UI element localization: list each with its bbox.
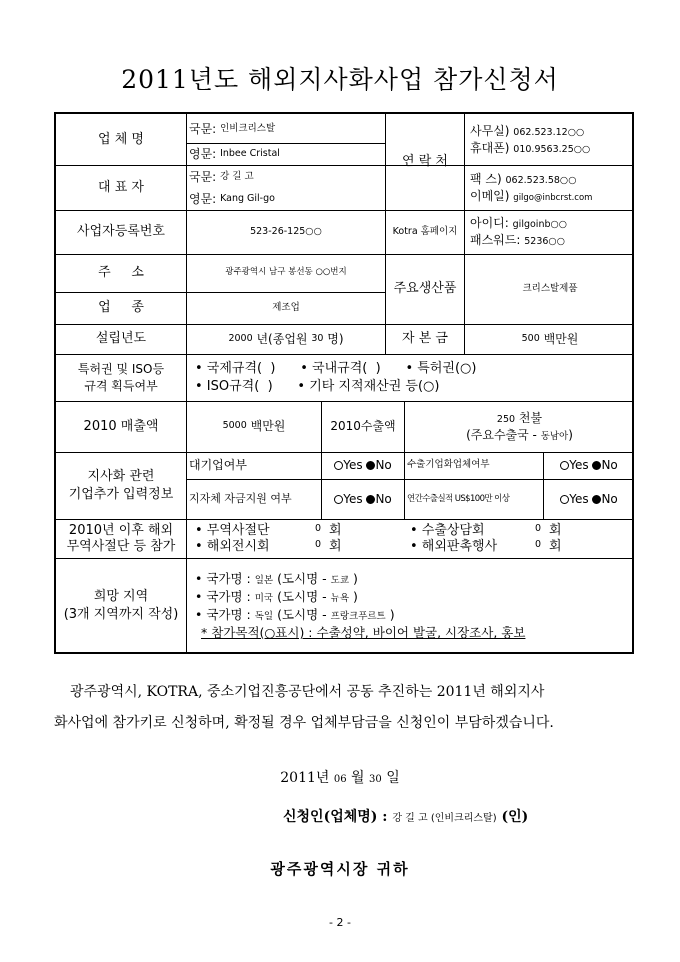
label-main-products: 주요생산품 [393,281,457,297]
purpose-note: * 참가목적(○표시) : 수출성약, 바이어 발굴, 시장조사, 홍보 [201,625,526,641]
label-regions: 희망 지역 (3개 지역까지 작성) [63,589,179,622]
radio-yes-icon[interactable] [560,461,569,470]
addressee: 광주광역시장 귀하 [270,860,410,878]
activities-list: • 무역사절단 0 회 • 수출상담회 0 회 • 해외전시회 0 회 • 해외판촉행사 0 회 [195,522,562,554]
label-patent: 특허권 및 ISO등 규격 획득여부 [77,362,165,393]
annual-export-label: 연간수출실적 US$100만 이상 [407,493,510,504]
contact-fax-email: 팩 스) 062.523.58○○ 이메일) gilgo@inbcrst.com [470,172,593,204]
radio-no-icon[interactable] [366,495,375,504]
radio-no-icon[interactable] [592,495,601,504]
sales2010-value: 5000 백만원 [222,419,286,434]
region-item: • 국가명 : 일본 (도시명 - 도쿄 ) [195,570,358,586]
statement-line-2: 화사업에 참가키로 신청하며, 확정될 경우 업체부담금을 신청인이 부담하겠습니다. [54,715,554,731]
large-company-radio[interactable]: Yes No [322,452,404,479]
region-item: • 국가명 : 독일 (도시명 - 프랑크푸르트 ) [195,607,395,622]
radio-no-icon[interactable] [592,461,601,470]
label-company: 업 체 명 [98,131,144,147]
page-number: - 2 - [329,916,351,929]
statement-line-1: 광주광역시, KOTRA, 중소기업진흥공단에서 공동 추진하는 2011년 해외지사 [70,684,545,700]
label-biz-reg: 사업자등록번호 [77,224,165,240]
biz-reg-no: 523-26-125○○ [250,225,322,237]
export-company-label: 수출기업화업체여부 [407,459,490,471]
industry-value: 제조업 [272,301,300,313]
application-table [54,112,634,654]
large-company-label: 대기업여부 [189,458,247,473]
label-industry: 업 종 [98,300,144,316]
page-title: 2011년도 해외지사화사업 참가신청서 [121,65,559,94]
label-activities: 2010년 이후 해외 무역사절단 등 참가 [66,522,176,554]
applicant-signature: 신청인(업체명) : 강 길 고 (인비크리스탈) (인) [283,809,529,825]
radio-no-icon[interactable] [366,461,375,470]
radio-yes-icon[interactable] [334,495,343,504]
label-kotra-home: Kotra 홈페이지 [392,225,458,237]
patent-options: • 국제규격( ) • 국내규격( ) • 특허권(○) • ISO규격( ) • 기타 지적재산권 등(○) [195,360,477,394]
application-date: 2011년 06 월 30 일 [280,770,400,786]
company-kr: 국문: 인비크리스탈 [189,121,276,136]
region-item: • 국가명 : 미국 (도시명 - 뉴욕 ) [195,588,358,604]
regions-list [187,558,634,654]
company-en: 영문: Inbee Cristal [189,147,280,162]
local-gov-support-radio[interactable]: Yes No [322,480,404,519]
ceo-en: 영문: Kang Gil-go [189,191,275,206]
label-address: 주 소 [98,265,144,281]
export-company-radio[interactable]: Yes No [544,452,634,479]
radio-yes-icon[interactable] [560,495,569,504]
label-established: 설립년도 [95,331,147,347]
ceo-kr: 국문: 강 길 고 [189,169,254,184]
label-ceo: 대 표 자 [98,179,144,195]
radio-yes-icon[interactable] [334,461,343,470]
label-capital: 자 본 금 [402,331,448,347]
contact-phone: 사무실) 062.523.12○○ 휴대폰) 010.9563.25○○ [470,123,591,155]
label-contact: 연 락 처 [402,154,448,170]
annual-export-radio[interactable]: Yes No [544,480,634,519]
main-products-value: 크리스탈제품 [522,282,578,294]
label-branch-info: 지사화 관련 기업추가 입력정보 [68,468,174,502]
label-export2010: 2010수출액 [330,419,396,434]
established-value: 2000 년(종업원 30 명) [228,331,344,346]
kotra-login: 아이디: gilgoinb○○ 패스워드: 5236○○ [470,216,568,247]
export2010-value: 250 천불 (주요수출국 - 동남아) [466,410,573,442]
capital-value: 500 백만원 [521,331,579,346]
address-value: 광주광역시 남구 봉선동 ○○번지 [225,267,347,278]
local-gov-support-label: 지자체 자금지원 여부 [189,492,292,506]
label-sales2010: 2010 매출액 [83,418,159,434]
